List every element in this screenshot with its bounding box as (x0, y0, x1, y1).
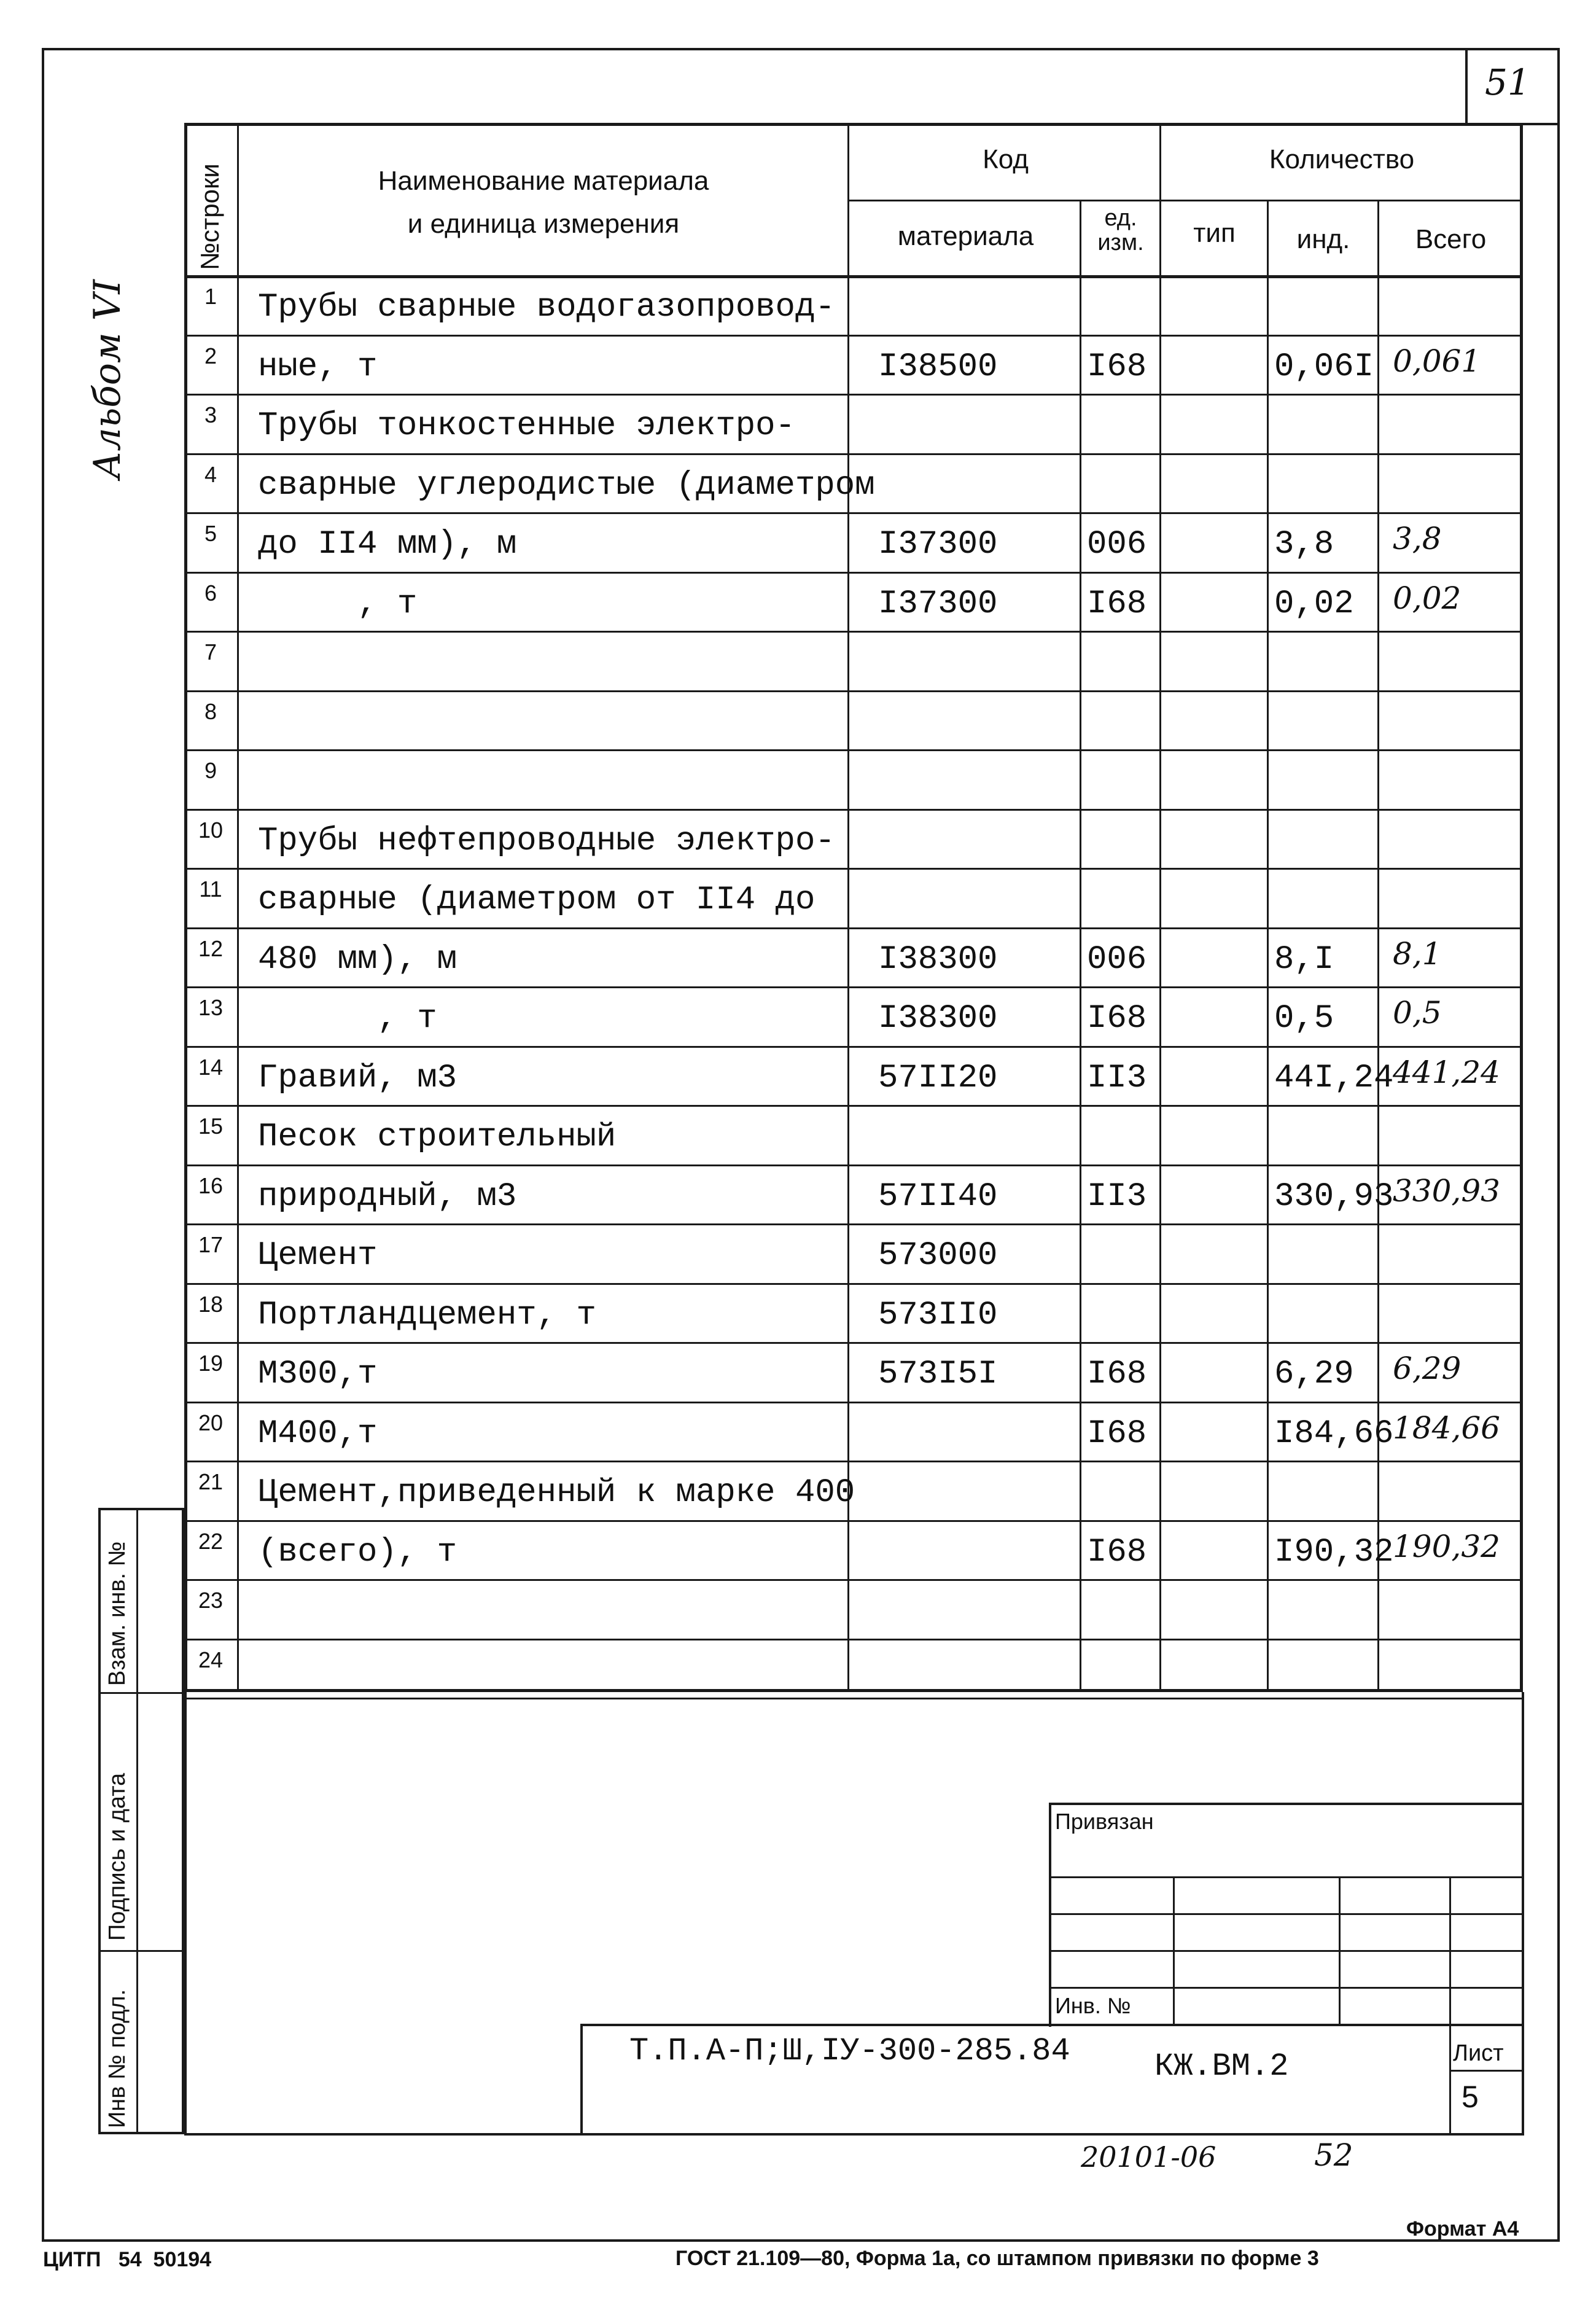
material-name: Трубы нефтепроводные электро- (258, 822, 835, 860)
unit-code: I68 (1087, 348, 1147, 386)
qty-ind: 330,93 (1274, 1177, 1394, 1215)
row-number: 20 (198, 1410, 224, 1435)
doc-code: Т.П.А-П;Ш,IУ-300-285.84 (629, 2033, 1070, 2069)
qty-total: 0,5 (1393, 995, 1442, 1031)
row-number: 23 (198, 1588, 224, 1613)
qty-total: 190,32 (1393, 1528, 1500, 1564)
header-name: Наименование материала (378, 166, 709, 196)
qty-ind: 8,I (1274, 940, 1334, 978)
row-divider (184, 1342, 1523, 1344)
qty-ind: 6,29 (1274, 1356, 1354, 1393)
header-qty-type: тип (1193, 218, 1236, 248)
row-number: 22 (198, 1528, 224, 1554)
row-number: 2 (204, 343, 217, 369)
material-name: М400,т (258, 1414, 378, 1453)
side-label-vzam: Взам. инв. № (104, 1541, 130, 1686)
material-name: до II4 мм), м (258, 526, 517, 563)
unit-code: I68 (1087, 1356, 1147, 1393)
row-divider (184, 1520, 1523, 1522)
material-code: I38300 (878, 940, 998, 978)
header-qty: Количество (1269, 144, 1415, 174)
row-divider (184, 809, 1523, 811)
row-divider (184, 868, 1523, 870)
row-number: 5 (204, 521, 217, 546)
row-number: 11 (199, 876, 222, 902)
row-divider (184, 335, 1523, 337)
header-code-material: материала (897, 221, 1034, 251)
row-number: 13 (198, 995, 224, 1020)
material-name: Трубы сварные водогазопровод- (258, 289, 835, 326)
header-code: Код (983, 144, 1029, 174)
material-name: ные, т (258, 348, 378, 386)
material-name: , т (258, 1000, 437, 1037)
header-row-number: №строки (195, 163, 224, 270)
material-code: I37300 (878, 585, 998, 623)
material-name: Трубы тонкостенные электро- (258, 407, 795, 445)
row-number: 10 (198, 817, 224, 843)
privyazan-label: Привязан (1055, 1809, 1154, 1834)
row-number: 24 (198, 1647, 224, 1672)
row-divider (184, 690, 1523, 692)
material-code: 573II0 (878, 1296, 998, 1334)
unit-code: I68 (1087, 1414, 1147, 1453)
header-code-unit-text: ед. изм. (1097, 205, 1144, 256)
row-number: 6 (204, 580, 217, 606)
material-name: сварные (диаметром от II4 до (258, 881, 816, 919)
unit-code: I68 (1087, 1000, 1147, 1037)
row-divider (184, 1283, 1523, 1285)
row-number: 15 (198, 1114, 224, 1139)
unit-code: I68 (1087, 1533, 1147, 1571)
material-code: I37300 (878, 526, 998, 563)
side-label-inv-podl: Инв № подл. (104, 1989, 130, 2128)
row-number: 9 (204, 758, 217, 783)
row-divider (184, 1223, 1523, 1225)
row-number: 21 (198, 1469, 224, 1494)
header-qty-total: Всего (1415, 224, 1487, 254)
row-number: 8 (204, 698, 217, 724)
material-name: Цемент,приведенный к марке 400 (258, 1474, 855, 1512)
inv-no-label: Инв. № (1055, 1993, 1131, 2018)
list-value: 5 (1462, 2080, 1479, 2114)
row-number: 16 (198, 1172, 224, 1198)
header-qty-ind: инд. (1296, 224, 1350, 254)
row-divider (184, 1698, 1523, 1699)
format-label: Формат А4 (1406, 2217, 1519, 2241)
doc-mark: КЖ.ВМ.2 (1154, 2048, 1289, 2085)
material-code: 573I5I (878, 1356, 998, 1393)
qty-total: 6,29 (1393, 1351, 1462, 1386)
row-number: 4 (204, 461, 217, 487)
row-divider (184, 572, 1523, 574)
unit-code: 006 (1087, 526, 1147, 563)
row-divider (184, 1639, 1523, 1640)
row-divider (184, 631, 1523, 633)
album-label: Альбом VI (86, 279, 129, 479)
qty-total: 8,1 (1393, 935, 1442, 972)
handwritten-code: 20101-06 (1081, 2140, 1216, 2174)
row-divider (184, 986, 1523, 988)
material-name: природный, м3 (258, 1177, 517, 1215)
org-code: ЦИТП 54 50194 (43, 2248, 212, 2271)
unit-code: II3 (1087, 1177, 1147, 1215)
row-divider (184, 1164, 1523, 1166)
row-number: 19 (198, 1351, 224, 1376)
row-divider (184, 927, 1523, 929)
row-divider (184, 749, 1523, 751)
row-number: 17 (198, 1232, 224, 1257)
row-divider (184, 394, 1523, 396)
qty-total: 0,02 (1393, 580, 1462, 616)
row-divider (184, 512, 1523, 514)
sheet-number-top: 51 (1485, 61, 1530, 103)
material-name: 480 мм), м (258, 940, 457, 978)
row-number: 14 (198, 1054, 224, 1080)
qty-ind: 0,5 (1274, 1000, 1334, 1037)
qty-ind: 44I,24 (1274, 1059, 1394, 1097)
material-name: Гравий, м3 (258, 1059, 457, 1097)
row-number: 18 (198, 1291, 224, 1317)
row-divider (184, 1105, 1523, 1107)
material-name: сварные углеродистые (диаметром (258, 466, 875, 504)
gost-footer: ГОСТ 21.109—80, Форма 1а, со штампом привязки по форме 3 (675, 2247, 1319, 2270)
qty-total: 441,24 (1393, 1054, 1500, 1090)
unit-code: I68 (1087, 585, 1147, 623)
material-code: I38300 (878, 1000, 998, 1037)
handwritten-page: 52 (1314, 2137, 1353, 2173)
qty-ind: 3,8 (1274, 526, 1334, 563)
material-code: 57II20 (878, 1059, 998, 1097)
qty-ind: 0,02 (1274, 585, 1354, 623)
material-name: М300,т (258, 1356, 378, 1393)
material-name: Портландцемент, т (258, 1296, 596, 1334)
qty-ind: I84,66 (1274, 1414, 1394, 1453)
unit-code: 006 (1087, 940, 1147, 978)
qty-ind: 0,06I (1274, 348, 1374, 386)
unit-code: II3 (1087, 1059, 1147, 1097)
row-divider (184, 453, 1523, 455)
row-divider (184, 1402, 1523, 1403)
side-label-podpis: Подпись и дата (104, 1773, 130, 1941)
material-code: 57II40 (878, 1177, 998, 1215)
material-code: 573000 (878, 1237, 998, 1274)
material-code: I38500 (878, 348, 998, 386)
row-number: 7 (204, 639, 217, 665)
qty-total: 3,8 (1393, 521, 1442, 556)
material-name: Цемент (258, 1237, 378, 1274)
qty-total: 184,66 (1393, 1410, 1500, 1446)
row-divider (184, 1461, 1523, 1462)
row-number: 12 (198, 935, 224, 961)
qty-total: 330,93 (1393, 1172, 1500, 1209)
row-number: 3 (204, 402, 217, 427)
header-code-unit (1081, 206, 1161, 255)
material-name: , т (258, 585, 418, 623)
list-label: Лист (1453, 2040, 1504, 2066)
material-name: Песок строительный (258, 1118, 617, 1156)
row-divider (184, 1046, 1523, 1048)
qty-total: 0,061 (1393, 343, 1481, 379)
qty-ind: I90,32 (1274, 1533, 1394, 1571)
header-name-2: и единица измерения (407, 209, 680, 239)
material-name: (всего), т (258, 1533, 457, 1571)
row-divider (184, 1579, 1523, 1581)
row-number: 1 (204, 284, 217, 309)
